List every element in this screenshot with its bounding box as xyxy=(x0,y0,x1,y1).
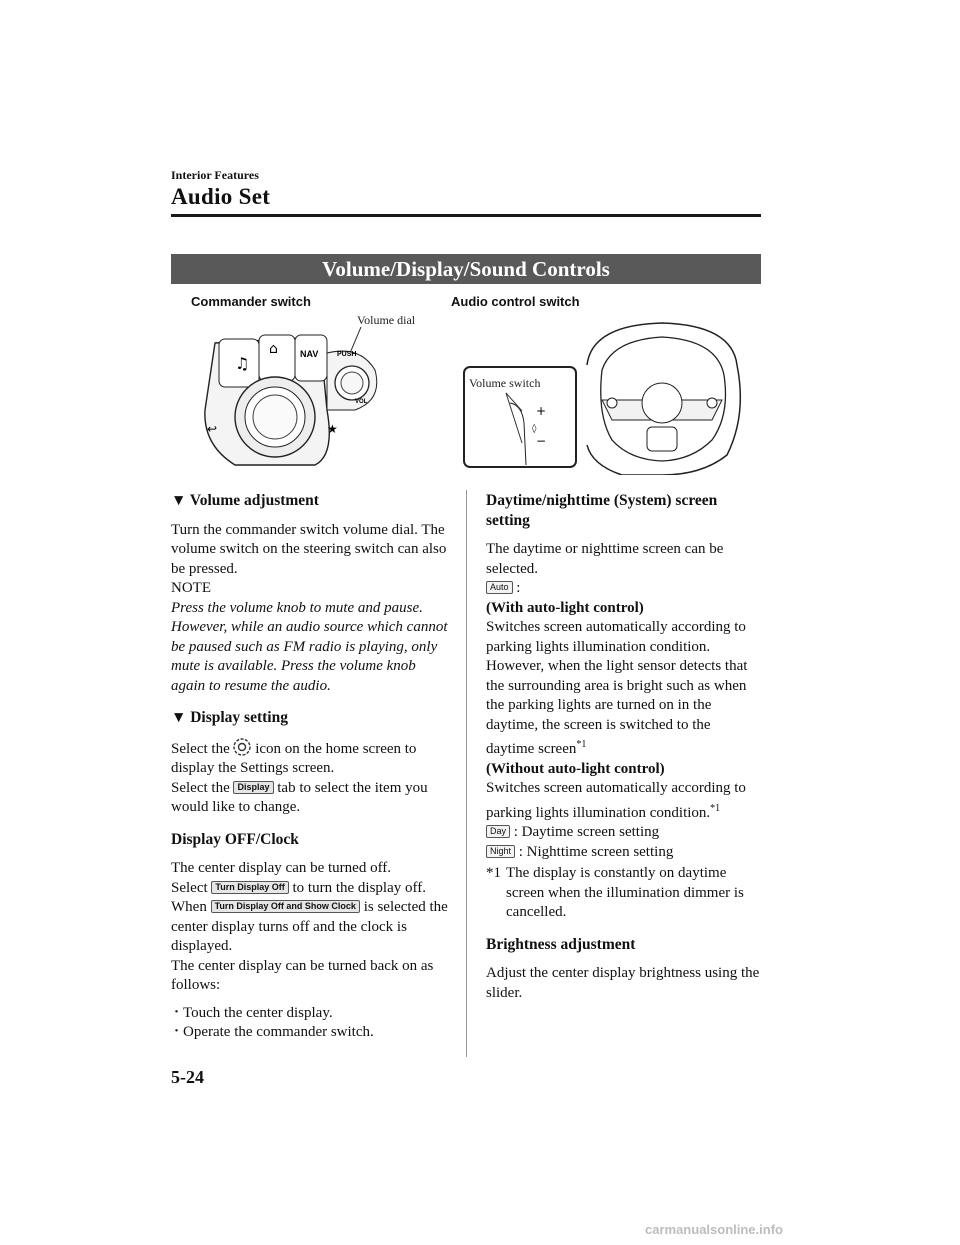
footnote-ref: *1 xyxy=(710,802,721,814)
turn-display-off-show-clock-button[interactable]: Turn Display Off and Show Clock xyxy=(211,900,360,913)
display-setting-text-1: Select the icon on the home screen to display the Settings screen. xyxy=(171,738,451,779)
svg-text:↩: ↩ xyxy=(207,422,218,436)
footnote xyxy=(486,864,761,923)
push-label: PUSH xyxy=(337,351,357,358)
left-column xyxy=(171,491,451,1043)
nav-button: NAV xyxy=(300,349,319,359)
volume-adjustment-text: Turn the commander switch volume dial. The volume switch on the steering switch can also be pressed. xyxy=(171,521,447,577)
brightness-text: Adjust the center display brightness using the slider. xyxy=(486,965,760,1001)
steering-wheel-illustration xyxy=(462,315,752,475)
svg-text:−: − xyxy=(536,434,547,448)
note-text: Press the volume knob to mute and pause. However, while an audio source which cannot be paused such as FM radio is playing, only mute is available. Press the volume knob again to resume the audio. xyxy=(171,599,448,694)
svg-text:◊: ◊ xyxy=(532,424,537,434)
night-button[interactable]: Night xyxy=(486,845,515,858)
title-rule xyxy=(171,214,761,217)
brightness-heading: Brightness adjustment xyxy=(486,935,636,953)
display-setting-text-2: Select the Display tab to select the item you would like to change. xyxy=(171,779,428,815)
auto-button[interactable]: Auto xyxy=(486,581,513,594)
svg-text:+: + xyxy=(536,404,547,418)
watermark: carmanualsonline.info xyxy=(645,1222,783,1237)
commander-switch-label: Commander switch xyxy=(191,294,311,309)
right-column: Daytime/nighttime (System) screen setting The daytime or nighttime screen can be selected. Auto : (With auto-light control) Switches screen automatically according to parking lights illumination condition. However, when the light sensor detects that the surrounding area is bright such as when the parking lights are turned on in the daytime, the screen is switched to the daytime screen$^{*1}$ (Without auto-light control) Switches screen automatically according to parking lights illumination condition.$^{*1}$ Day : Daytime screen setting Night : Nighttime screen setting *1 The display is constantly on daytime screen when the illumination dimmer is cancelled. Brightness adjustment Adjust the center display brightness using the slider. xyxy=(486,491,761,1003)
volume-switch-callout: Volume switch xyxy=(469,376,541,390)
svg-text:★: ★ xyxy=(327,422,338,436)
volume-dial-callout: Volume dial xyxy=(357,313,416,327)
footnote-ref: *1 xyxy=(576,739,587,750)
daytime-nighttime-heading: Daytime/nighttime (System) screen setting xyxy=(486,492,718,529)
audio-control-switch-label: Audio control switch xyxy=(451,294,580,309)
list-item: · Operate the commander switch. xyxy=(171,1023,451,1043)
without-auto-light-heading: (Without auto-light control) xyxy=(486,760,665,777)
display-off-text-1: The center display can be turned off. xyxy=(171,860,392,876)
note-heading: NOTE xyxy=(171,580,211,596)
list-item: · Touch the center display. xyxy=(171,1004,451,1024)
banner-title: Volume/Display/Sound Controls xyxy=(171,254,761,284)
turn-display-off-button[interactable]: Turn Display Off xyxy=(211,881,288,894)
display-setting-heading: ▼ Display setting xyxy=(171,709,288,726)
settings-gear-icon xyxy=(233,738,251,756)
with-auto-light-text: Switches screen automatically according to parking lights illumination condition. However, when the light sensor detects that the surrounding area is bright such as when the parking lights are turned on in the daytime, the screen is switched to the daytime screen$^{*1}$ xyxy=(486,619,748,757)
section-label: Interior Features xyxy=(171,168,259,182)
section-title: Audio Set xyxy=(171,184,271,209)
daytime-nighttime-text: The daytime or nighttime screen can be selected. xyxy=(486,541,724,577)
with-auto-light-heading: (With auto-light control) xyxy=(486,599,644,616)
display-off-text-2: Select Turn Display Off to turn the display off. xyxy=(171,879,426,896)
page-number: 5-24 xyxy=(171,1067,204,1087)
footnote-number: *1 xyxy=(486,865,501,881)
display-off-heading: Display OFF/Clock xyxy=(171,830,299,848)
display-off-text-4: The center display can be turned back on as follows: xyxy=(171,957,434,993)
day-button[interactable]: Day xyxy=(486,825,510,838)
svg-text:⌂: ⌂ xyxy=(269,341,278,357)
footnote-text: The display is constantly on daytime screen when the illumination dimmer is cancelled. xyxy=(506,865,744,920)
vol-label: VOL xyxy=(355,399,368,405)
volume-adjustment-heading: ▼ Volume adjustment xyxy=(171,492,319,509)
column-divider xyxy=(466,490,467,1057)
svg-text:♫: ♫ xyxy=(235,354,250,373)
display-off-text-3: When Turn Display Off and Show Clock is selected the center display turns off and the clock is displayed. xyxy=(171,899,448,954)
without-auto-light-text: Switches screen automatically according to parking lights illumination condition.$^{*1}$ xyxy=(486,780,746,821)
display-tab-button[interactable]: Display xyxy=(233,781,273,794)
commander-switch-illustration xyxy=(195,315,435,475)
